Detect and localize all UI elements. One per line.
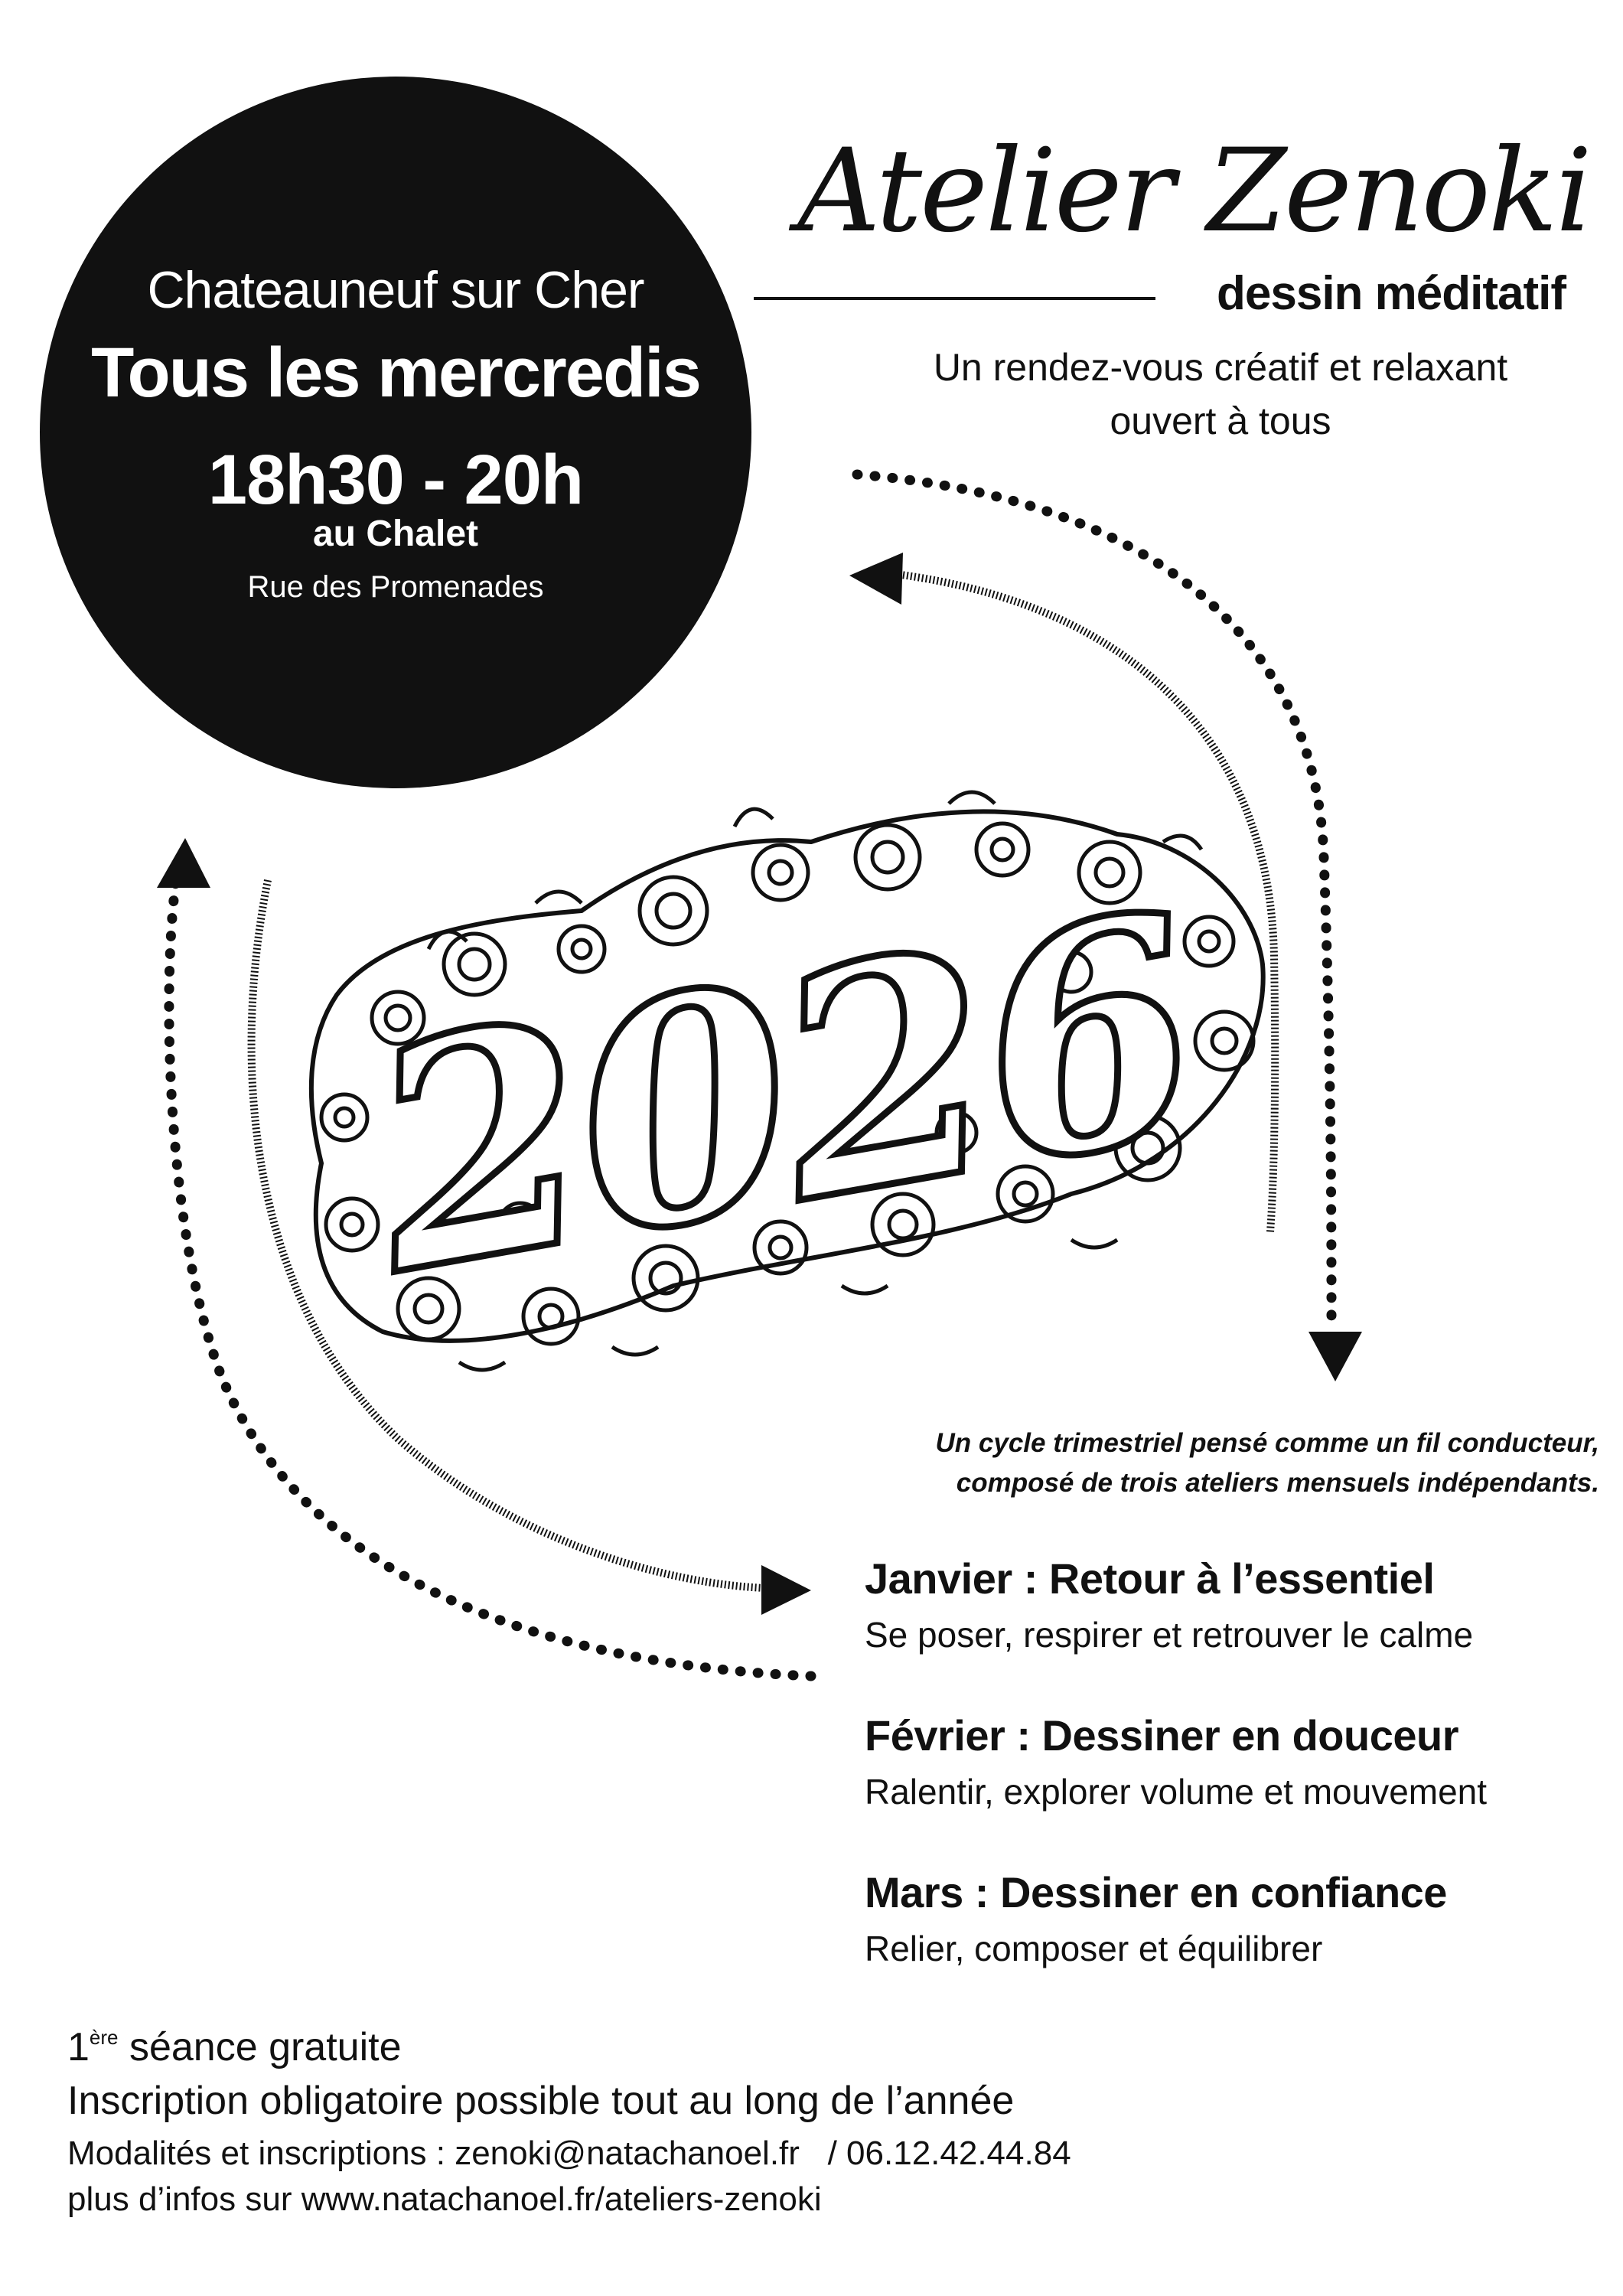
month-title: Mars : Dessiner en confiance	[865, 1868, 1447, 1916]
month-title: Février : Dessiner en douceur	[865, 1711, 1459, 1760]
brand-title: Atelier Zenoki	[797, 125, 1590, 258]
brand-divider	[754, 297, 1155, 300]
cycle-intro-line-2: composé de trois ateliers mensuels indépendants.	[956, 1468, 1599, 1498]
first-session-ordinal: ère	[89, 2026, 119, 2049]
month-february	[865, 1711, 1487, 1812]
more-info-line: plus d’infos sur www.natachanoel.fr/ateliers-zenoki	[67, 2180, 822, 2218]
arrow-right-icon	[761, 1565, 811, 1615]
month-description: Relier, composer et équilibrer	[865, 1929, 1323, 1968]
hours-text: 18h30 - 20h	[207, 441, 584, 519]
month-january	[865, 1554, 1473, 1655]
arrow-left-icon	[849, 553, 903, 605]
tagline	[857, 341, 1584, 448]
arrow-down-right-icon	[1309, 1332, 1362, 1381]
info-circle	[40, 77, 751, 788]
first-session-line	[67, 2024, 1071, 2070]
registration-line: Inscription obligatoire possible tout au long de l’année	[67, 2079, 1015, 2123]
venue-text: au Chalet	[312, 514, 479, 554]
month-march	[865, 1867, 1447, 1969]
tagline-line-2: ouvert à tous	[1110, 400, 1331, 442]
day-text: Tous les mercredis	[91, 334, 700, 412]
first-session-number: 1	[67, 2025, 90, 2069]
first-session-text: séance gratuite	[118, 2025, 402, 2069]
floral-2026-artwork	[311, 792, 1263, 1370]
month-description: Ralentir, explorer volume et mouvement	[865, 1772, 1488, 1812]
footer	[67, 2024, 1071, 2219]
year-numerals: 2026	[346, 846, 1218, 1343]
city-text: Chateauneuf sur Cher	[147, 261, 644, 319]
cycle-intro	[781, 1424, 1599, 1503]
month-description: Se poser, respirer et retrouver le calme	[865, 1615, 1474, 1655]
tagline-line-1: Un rendez-vous créatif et relaxant	[933, 346, 1508, 389]
contact-line: Modalités et inscriptions : zenoki@natachanoel.fr / 06.12.42.44.84	[67, 2135, 1071, 2172]
cycle-intro-line-1: Un cycle trimestriel pensé comme un fil conducteur,	[935, 1428, 1599, 1458]
arrow-up-left-icon	[157, 838, 210, 888]
month-title: Janvier : Retour à l’essentiel	[865, 1554, 1435, 1603]
brand-subtitle: dessin méditatif	[1217, 267, 1566, 320]
street-text: Rue des Promenades	[247, 570, 544, 604]
